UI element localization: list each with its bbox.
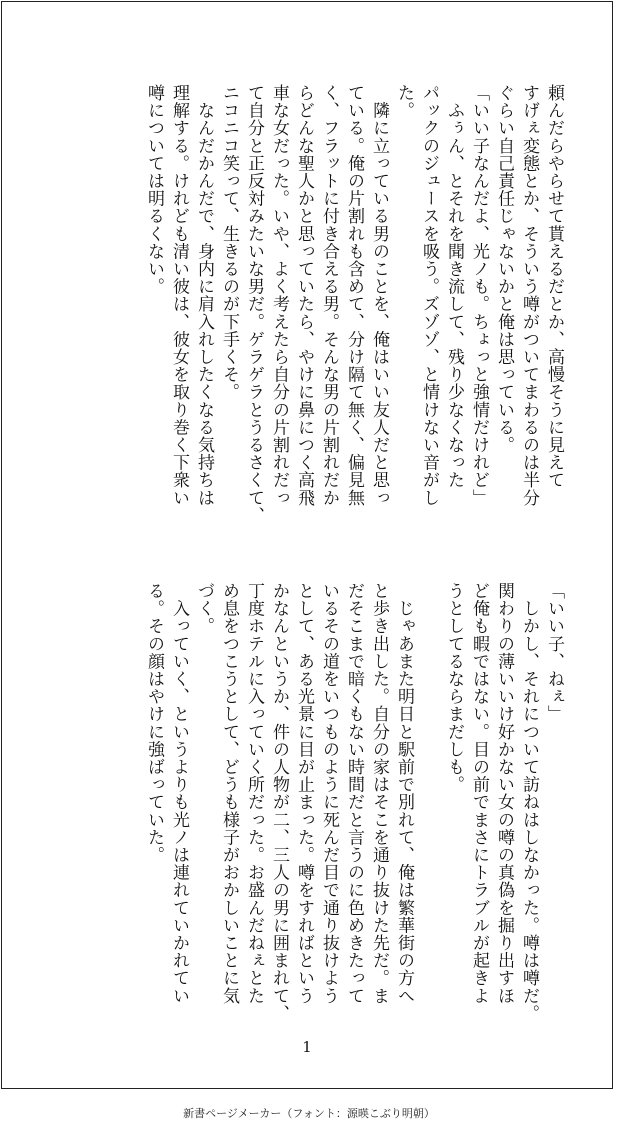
text-line: て自分と正反対みたいな男だ。ゲラゲラとうるさくて、 — [244, 84, 264, 524]
text-line: ニコニコ笑って、生きるのが下手くそ。 — [219, 84, 239, 401]
text-line: 入っていく、というよりも光ノは連れていかれてい — [169, 582, 189, 1005]
text-line: 理解する。けれども清い彼は、彼女を取り巻く下衆い — [169, 84, 189, 507]
footer-caption: 新書ページメーカー（フォント：源暎こぶり明朝） — [183, 1107, 435, 1120]
text-line: た。 — [394, 84, 414, 120]
text-line: だそこまで暗くもない時間だと言うのに色めきたって — [344, 582, 364, 1005]
text-line: として、ある光景に目が止まった。噂をすればという — [294, 582, 314, 1005]
text-block-top — [141, 84, 566, 524]
text-line: 頼んだらやらせて貰えるだとか、高慢そうに見えて — [544, 84, 564, 489]
text-line: と歩き出した。自分の家はそこを通り抜けた先だ。ま — [369, 582, 389, 1005]
text-line: く、フラットに付き合える男。そんな男の片割れだか — [319, 84, 339, 507]
page-number: 1 — [302, 1038, 312, 1056]
text-line: 隣に立っている男のことを、俺はいい友人だと思っ — [369, 84, 389, 507]
text-line: づく。 — [194, 582, 214, 635]
text-line: すげぇ変態とか、そういう噂がついてまわるのは半分 — [519, 84, 539, 507]
text-line: じゃあまた明日と駅前で別れて、俺は繁華街の方へ — [394, 582, 414, 1005]
text-line: ど俺も暇ではない。目の前でまさにトラブルが起きよ — [469, 582, 489, 1005]
text-line: 関わりの薄いいけ好かない女の噂の真偽を掘り出すほ — [494, 582, 514, 1005]
text-line: しかし、それについて訪ねはしなかった。噂は噂だ。 — [519, 582, 539, 1022]
text-line: かなんというか、件の人物が二、三人の男に囲まれて、 — [269, 582, 289, 1022]
text-line — [416, 582, 441, 1022]
text-line: 丁度ホテルに入っていく所だった。お盛んだねぇとた — [244, 582, 264, 1005]
text-line: いるその道をいつものように死んだ目で通り抜けよう — [319, 582, 339, 1005]
text-line: なんだかんだで、身内に肩入れしたくなる気持ちは — [194, 84, 214, 507]
text-line: ぐらい自己責任じゃないかと俺は思っている。 — [494, 84, 514, 454]
text-line: る。その顔はやけに強ばっていた。 — [144, 582, 164, 864]
text-line: め息をつこうとして、どうも様子がおかしいことに気 — [219, 582, 239, 1005]
text-line: パックのジュースを吸う。ズゾゾ、と情けない音がし — [419, 84, 439, 507]
text-line: うとしてるならまだしも。 — [444, 582, 464, 794]
page-frame — [1, 1, 613, 1089]
text-line: らどんな聖人かと思っていたら、やけに鼻につく高飛 — [294, 84, 314, 507]
text-line: ている。俺の片割れも含めて、分け隔て無く、偏見無 — [344, 84, 364, 507]
text-line: 車な女だった。いや、よく考えたら自分の片割れだっ — [269, 84, 289, 507]
text-line: 噂については明るくない。 — [144, 84, 164, 296]
text-line: 「いい子なんだよ、光ノも。ちょっと強情だけれど」 — [469, 84, 489, 507]
text-block-bottom — [141, 582, 566, 1022]
text-line: 「いい子、ねぇ」 — [544, 582, 564, 723]
text-line: ふぅん、とそれを聞き流して、残り少なくなった — [444, 84, 464, 489]
